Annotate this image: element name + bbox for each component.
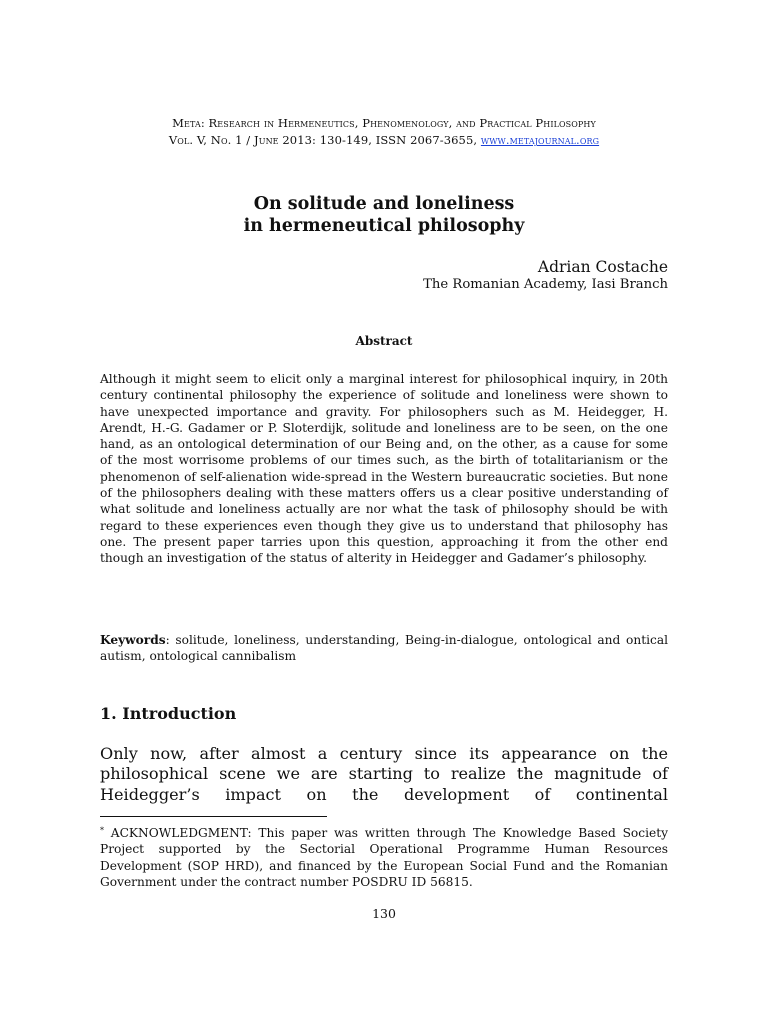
title-line-1: On solitude and loneliness [253,194,515,214]
footnote-text: ACKNOWLEDGMENT: This paper was written through The Knowledge Based Society Project supported by the Sectorial Operational Programme Human Resources Development (SOP HRD), and financed by the European Social Fund and the Romanian Government under the contract number POSDRU ID 56815. [100,826,668,889]
intro-line-1: Only now, after almost a century since its appearance on the [100,744,668,763]
paper-title [0,193,768,237]
author-name: Adrian Costache [537,258,668,276]
journal-name: Meta: Research in Hermeneutics, Phenomenology, and Practical Philosophy [172,116,596,130]
footnote-marker: * [100,826,104,835]
journal-header [0,115,768,149]
journal-url-link[interactable]: www.metajournal.org [480,133,600,147]
keywords-list: : solitude, loneliness, understanding, Being-in-dialogue, ontological and ontical autism, ontological cannibalism [100,633,668,664]
intro-line-3: Heidegger’s impact on the development of continental [100,784,668,804]
author-affiliation: The Romanian Academy, Iasi Branch [423,277,668,292]
abstract-heading: Abstract [355,334,413,348]
abstract-text: Although it might seem to elicit only a marginal interest for philosophical inquiry, in 20th century continental philosophy the experience of solitude and loneliness were shown to have unexpected importance and gravity. For philosophers such as M. Heidegger, H. Arendt, H.-G. Gadamer or P. Sloterdijk, solitude and loneliness are to be seen, on the one hand, as an ontological determination of our Being and, on the other, as a cause for some of the most worrisome problems of our times such, as the birth of totalitarianism or the phenomenon of self-alienation wide-spread in the Western bureaucratic societies. But none of the philosophers dealing with these matters offers us a clear positive understanding of what solitude and loneliness actually are nor what the task of philosophy should be with regard to these experiences even though they give us to understand that philosophy has one. The present paper tarries upon this question, approaching it from the other end though an investigation of the status of alterity in Heidegger and Gadamer’s philosophy. [100,372,668,566]
footnote [100,823,668,890]
intro-paragraph [100,744,668,805]
volume-info: Vol. V, No. 1 / June 2013: 130-149, ISSN 2067-3655, [168,133,481,147]
intro-line-2: philosophical scene we are starting to realize the magnitude of [100,764,668,784]
page-number: 130 [372,906,396,921]
journal-volume-line [0,132,768,149]
keywords-paragraph [100,632,668,665]
footnote-divider [100,816,327,817]
section-heading: 1. Introduction [100,704,237,723]
title-line-2: in hermeneutical philosophy [243,216,525,236]
keywords-label: Keywords [100,633,166,647]
